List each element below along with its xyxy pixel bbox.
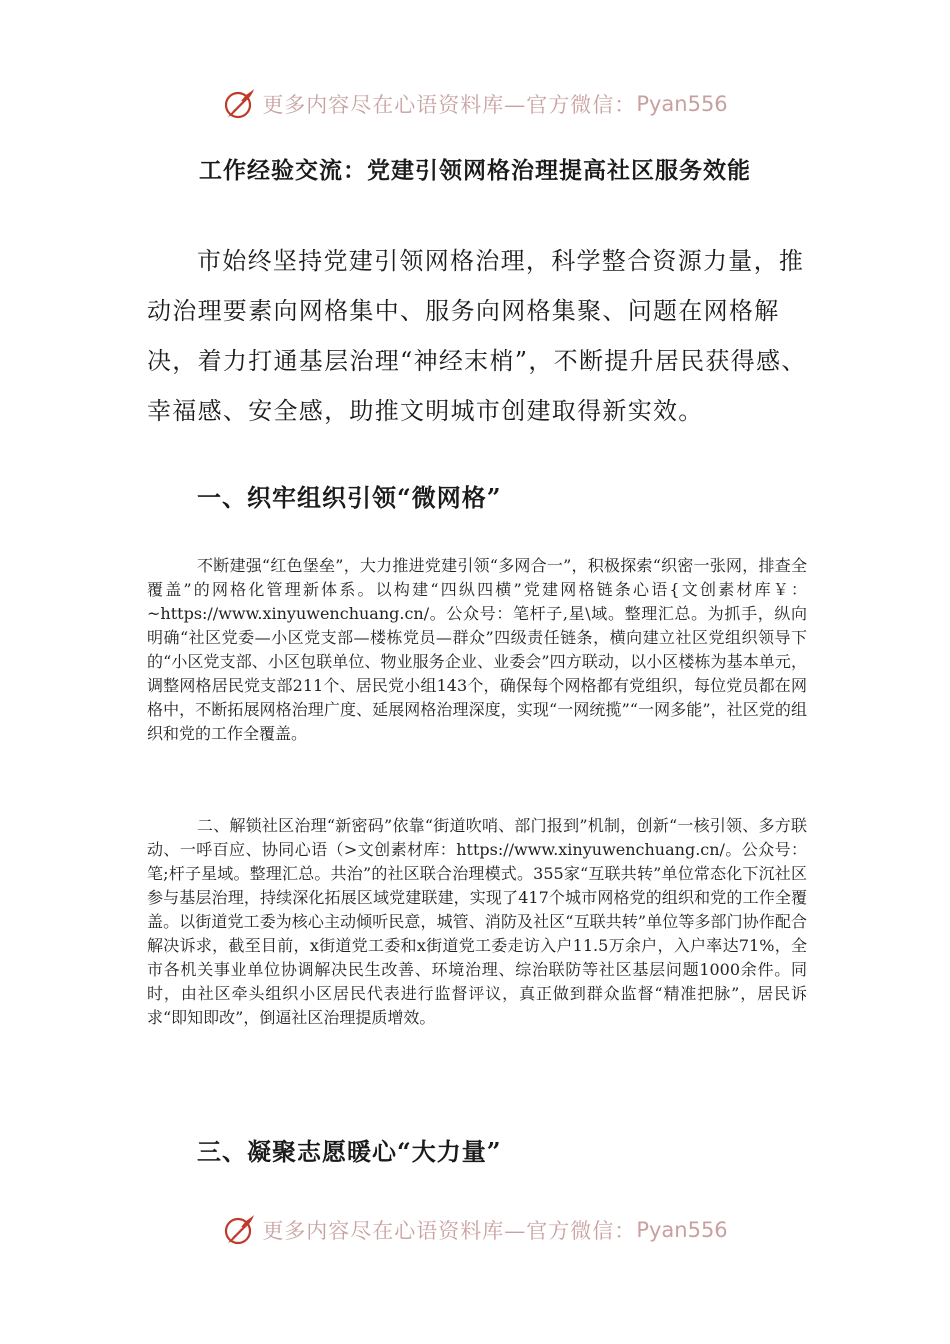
section1-paragraph: 不断建强“红色堡垒”，大力推进党建引领“多网合一”，积极探索“织密一张网，排查全覆盖”的网格化管理新体系。以构建“四纵四横”党建网格链条心语{文创素材库￥：~https://www.xinyuwenchuang.cn/。公众号：笔杆子,星\域。整理汇总。为抓手，纵向明确“社区党委—小区党支部—楼栋党员—群众”四级责任链条，横向建立社区党组织领导下的“小区党支部、小区包联单位、物业服务企业、业委会”四方联动，以小区楼栋为基本单元，调整网格居民党支部211个、居民党小组143个，确保每个网格都有党组织，每位党员都在网格中，不断拓展网格治理广度、延展网格治理深度，实现“一网统揽”“一网多能”，社区党的组织和党的工作全覆盖。 [147,556,807,743]
header-wechat-id: Pyan556 [636,92,728,116]
footer-banner-text: 更多内容尽在心语资料库—官方微信： [262,1219,637,1243]
section1-heading: 一、织牢组织引领“微网格” [197,483,502,512]
document-title: 工作经验交流：党建引领网格治理提高社区服务效能 [199,157,751,184]
header-banner [0,84,950,124]
section2-paragraph: 二、解锁社区治理“新密码”依靠“街道吹哨、部门报到”机制，创新“一核引领、多方联动、一呼百应、协同心语（>文创素材库：https://www.xinyuwenchuang.cn/。公众号：笔;杆子星域。整理汇总。共治”的社区联合治理模式。355家“互联共转”单位常态化下沉社区参与基层治理，持续深化拓展区域党建联建，实现了417个城市网格党的组织和党的工作全覆盖。以街道党工委为核心主动倾听民意，城管、消防及社区“互联共转”单位等多部门协作配合解决诉求，截至目前，x街道党工委和x街道党工委走访入户11.5万余户，入户率达71%，全市各机关事业单位协调解决民生改善、环境治理、综治联防等社区基层问题1000余件。同时，由社区牵头组织小区居民代表进行监督评议，真正做到群众监督“精准把脉”，居民诉求“即知即改”，倒逼社区治理提质增效。 [147,816,807,1027]
quill-logo-icon [222,1213,256,1247]
intro-paragraph: 市始终坚持党建引领网格治理，科学整合资源力量，推动治理要素向网格集中、服务向网格集聚、问题在网格解决，着力打通基层治理“神经末梢”，不断提升居民获得感、幸福感、安全感，助推文明城市创建取得新实效。 [147,247,807,425]
header-banner-text: 更多内容尽在心语资料库—官方微信： [262,93,637,117]
quill-logo-icon [222,87,256,121]
footer-banner [0,1210,950,1250]
section3-heading: 三、凝聚志愿暖心“大力量” [197,1137,502,1166]
footer-wechat-id: Pyan556 [636,1218,728,1242]
